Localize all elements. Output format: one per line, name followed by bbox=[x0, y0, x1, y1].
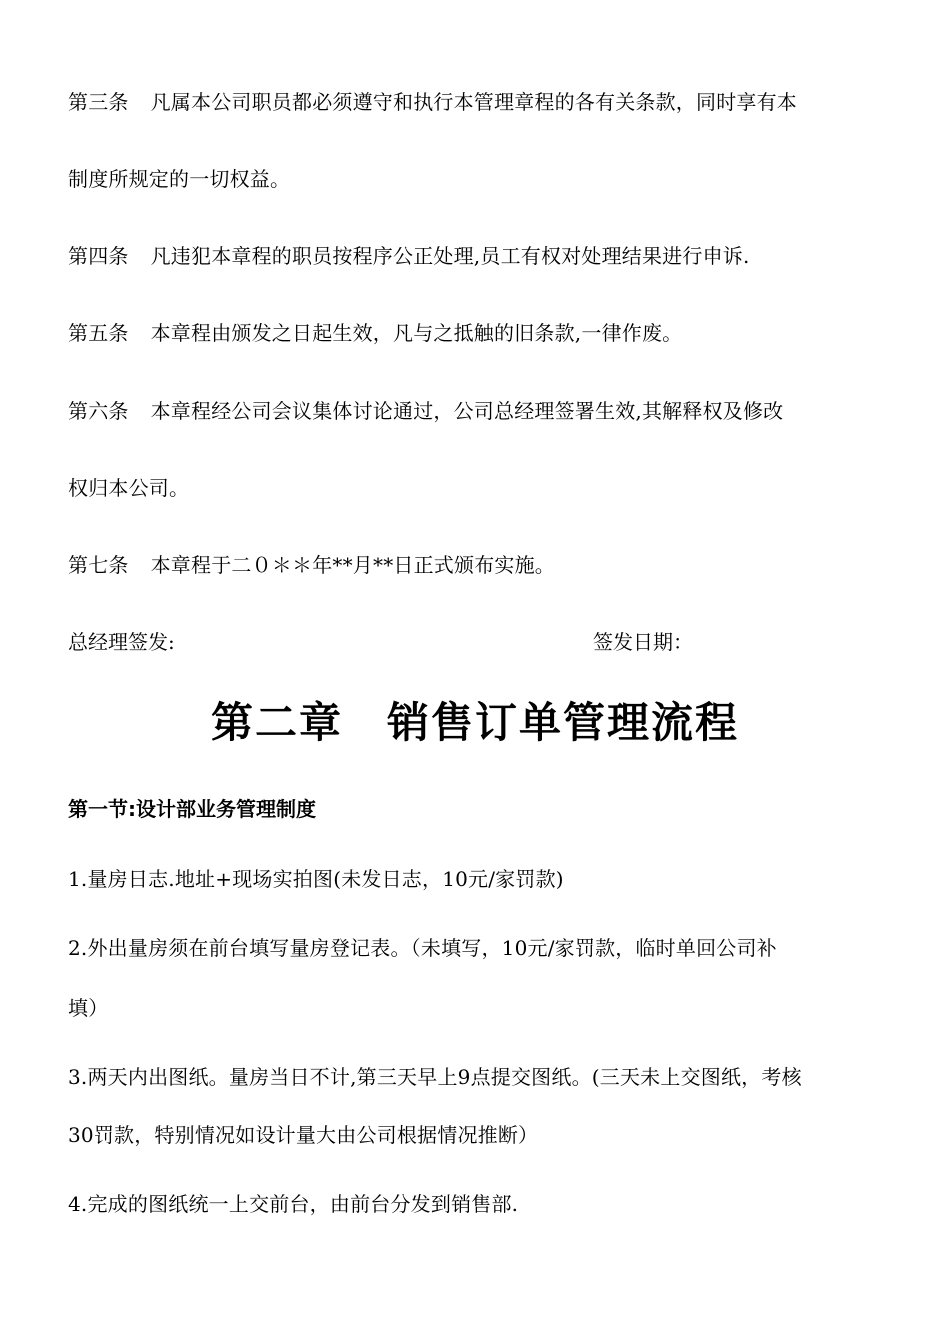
article-7-number: 第七条 bbox=[68, 553, 129, 577]
item-2-line-2: 填） bbox=[68, 996, 109, 1020]
item-4-line-1: 4.完成的图纸统一上交前台，由前台分发到销售部. bbox=[68, 1192, 519, 1216]
article-3-number: 第三条 bbox=[68, 90, 129, 114]
item-1-line-1: 1.量房日志.地址+现场实拍图(未发日志，10元/家罚款) bbox=[68, 867, 564, 891]
article-7-text-1: 本章程于二０＊＊年**月**日正式颁布实施。 bbox=[150, 553, 556, 577]
article-3-line-1 bbox=[68, 89, 797, 115]
article-4-text-1: 凡违犯本章程的职员按程序公正处理,员工有权对处理结果进行申诉. bbox=[150, 244, 750, 268]
article-4-number: 第四条 bbox=[68, 244, 129, 268]
item-3-line-2: 30罚款，特别情况如设计量大由公司根据情况推断） bbox=[68, 1123, 539, 1147]
article-5-line-1 bbox=[68, 320, 682, 346]
article-6-line-2: 权归本公司。 bbox=[68, 476, 190, 500]
article-3-line-2: 制度所规定的一切权益。 bbox=[68, 167, 291, 191]
item-2-line-1: 2.外出量房须在前台填写量房登记表。（未填写，10元/家罚款，临时单回公司补 bbox=[68, 936, 777, 960]
section-title: 第一节:设计部业务管理制度 bbox=[68, 797, 316, 821]
article-4-line-1 bbox=[68, 243, 750, 269]
article-6-text-1: 本章程经公司会议集体讨论通过，公司总经理签署生效,其解释权及修改 bbox=[150, 399, 784, 423]
article-5-number: 第五条 bbox=[68, 321, 129, 345]
article-5-text-1: 本章程由颁发之日起生效，凡与之抵触的旧条款,一律作废。 bbox=[150, 321, 683, 345]
chapter-title: 第二章 销售订单管理流程 bbox=[210, 698, 739, 747]
article-6-number: 第六条 bbox=[68, 399, 129, 423]
item-3-line-1: 3.两天内出图纸。量房当日不计,第三天早上9点提交图纸。(三天未上交图纸，考核 bbox=[68, 1065, 802, 1089]
article-7-line-1 bbox=[68, 552, 555, 578]
article-3-text-1: 凡属本公司职员都必须遵守和执行本管理章程的各有关条款，同时享有本 bbox=[150, 90, 798, 114]
issuer-label: 总经理签发: bbox=[68, 630, 175, 654]
issue-date-label: 签发日期： bbox=[593, 630, 693, 654]
article-6-line-1 bbox=[68, 398, 783, 424]
